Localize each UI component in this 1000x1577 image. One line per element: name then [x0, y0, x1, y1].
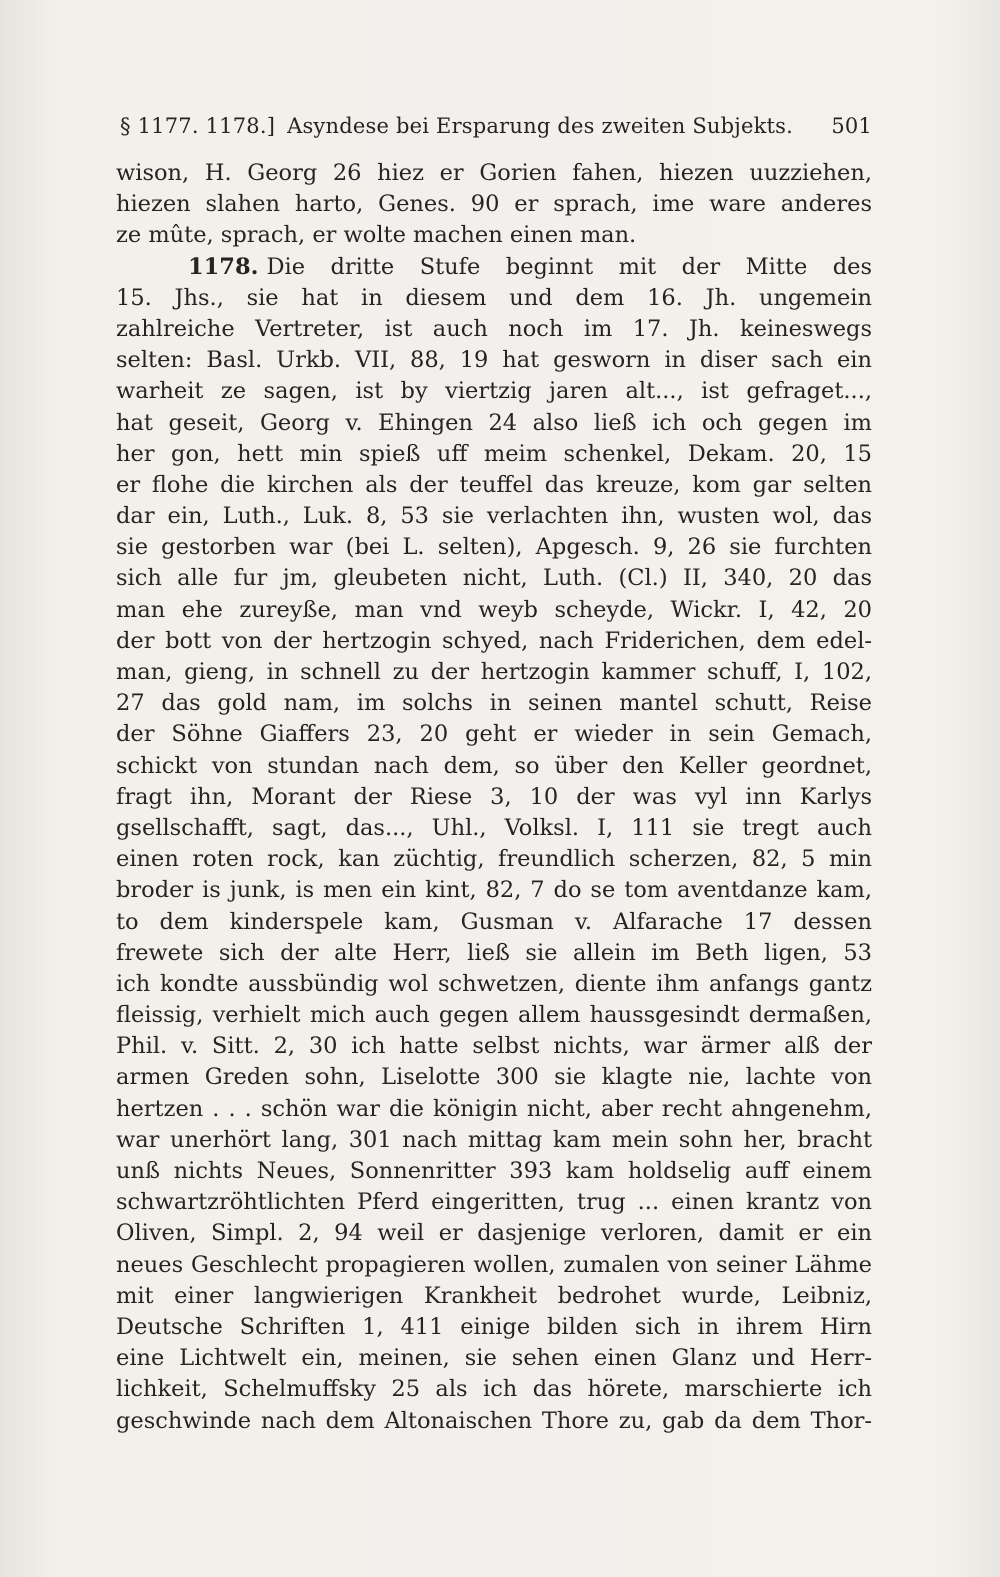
text-line: sich alle fur jm, gleubeten nicht, Luth. (Cl.) II, 340, 20 das — [116, 565, 872, 592]
text-line: man ehe zureyße, man vnd weyb scheyde, Wickr. I, 42, 20 — [116, 596, 872, 623]
header-section-ref: § 1177. 1178.] — [120, 114, 276, 138]
text-line: schwartzröhtlichten Pferd eingeritten, trug ... einen krantz von — [116, 1189, 872, 1216]
text-line: fragt ihn, Morant der Riese 3, 10 der was vyl inn Karlys — [116, 783, 872, 810]
text-line: mit einer langwierigen Krankheit bedrohet wurde, Leibniz, — [116, 1282, 872, 1309]
text-line: Phil. v. Sitt. 2, 30 ich hatte selbst nichts, war ärmer alß der — [116, 1033, 872, 1060]
text-line: Die dritte Stufe beginnt mit der Mitte des — [266, 253, 872, 280]
body-text — [116, 158, 872, 1437]
text-line: warheit ze sagen, ist by viertzig jaren alt..., ist gefraget..., — [116, 378, 872, 405]
header-title: Asyndese bei Ersparung des zweiten Subjekts. — [287, 114, 794, 138]
text-line: der bott von der hertzogin schyed, nach Friderichen, dem edel- — [116, 627, 872, 654]
text-line: dar ein, Luth., Luk. 8, 53 sie verlachten ihn, wusten wol, das — [116, 503, 872, 530]
text-line: man, gieng, in schnell zu der hertzogin kammer schuff, I, 102, — [116, 659, 872, 685]
text-line: neues Geschlecht propagieren wollen, zumalen von seiner Lähme — [116, 1251, 872, 1278]
text-line: ze mûte, sprach, er wolte machen einen man. — [116, 222, 637, 249]
text-line: geschwinde nach dem Altonaischen Thore zu, gab da dem Thor- — [116, 1407, 872, 1434]
text-line: gsellschafft, sagt, das..., Uhl., Volksl. I, 111 sie tregt auch — [116, 814, 872, 841]
text-line: frewete sich der alte Herr, ließ sie allein im Beth ligen, 53 — [116, 939, 872, 966]
text-line: broder is junk, is men ein kint, 82, 7 do se tom aventdanze kam, — [116, 877, 872, 904]
text-line: to dem kinderspele kam, Gusman v. Alfarache 17 dessen — [116, 908, 872, 935]
text-line: selten: Basl. Urkb. VII, 88, 19 hat gesworn in diser sach ein — [116, 347, 872, 374]
text-line: armen Greden sohn, Liselotte 300 sie klagte nie, lachte von — [116, 1064, 872, 1091]
text-line: 27 das gold nam, im solchs in seinen mantel schutt, Reise — [116, 690, 872, 717]
text-line: zahlreiche Vertreter, ist auch noch im 17. Jh. keineswegs — [116, 315, 872, 342]
text-line: sie gestorben war (bei L. selten), Apgesch. 9, 26 sie furchten — [116, 534, 872, 561]
text-line: wison, H. Georg 26 hiez er Gorien fahen, hiezen uuzziehen, — [116, 160, 872, 186]
text-line: her gon, hett min spieß uff meim schenkel, Dekam. 20, 15 — [116, 440, 872, 467]
running-header — [120, 114, 872, 146]
text-line: schickt von stundan nach dem, so über den Keller geordnet, — [116, 752, 872, 779]
page-number: 501 — [831, 114, 872, 138]
text-line: hiezen slahen harto, Genes. 90 er sprach, ime ware anderes — [116, 191, 872, 218]
text-line: Deutsche Schriften 1, 411 einige bilden sich in ihrem Hirn — [116, 1313, 872, 1340]
section-number: 1178. — [188, 253, 259, 280]
text-line: eine Lichtwelt ein, meinen, sie sehen einen Glanz und Herr- — [116, 1345, 872, 1372]
text-line: er flohe die kirchen als der teuffel das kreuze, kom gar selten — [116, 471, 872, 498]
text-line: unß nichts Neues, Sonnenritter 393 kam holdselig auff einem — [116, 1158, 872, 1184]
text-line: Oliven, Simpl. 2, 94 weil er dasjenige verloren, damit er ein — [116, 1220, 872, 1247]
text-line: einen roten rock, kan züchtig, freundlich scherzen, 82, 5 min — [116, 846, 872, 873]
text-line: fleissig, verhielt mich auch gegen allem haussgesindt dermaßen, — [116, 1002, 872, 1029]
text-line: 15. Jhs., sie hat in diesem und dem 16. Jh. ungemein — [116, 284, 872, 311]
text-line: hat geseit, Georg v. Ehingen 24 also ließ ich och gegen im — [116, 409, 872, 436]
text-line: lichkeit, Schelmuffsky 25 als ich das hörete, marschierte ich — [116, 1376, 872, 1403]
text-line: ich kondte aussbündig wol schwetzen, diente ihm anfangs gantz — [116, 970, 872, 997]
text-line: war unerhört lang, 301 nach mittag kam mein sohn her, bracht — [116, 1126, 872, 1153]
text-line: der Söhne Giaffers 23, 20 geht er wieder in sein Gemach, — [116, 721, 872, 748]
section-start-line — [116, 252, 872, 283]
text-line: hertzen . . . schön war die königin nicht, aber recht ahngenehm, — [116, 1095, 872, 1122]
